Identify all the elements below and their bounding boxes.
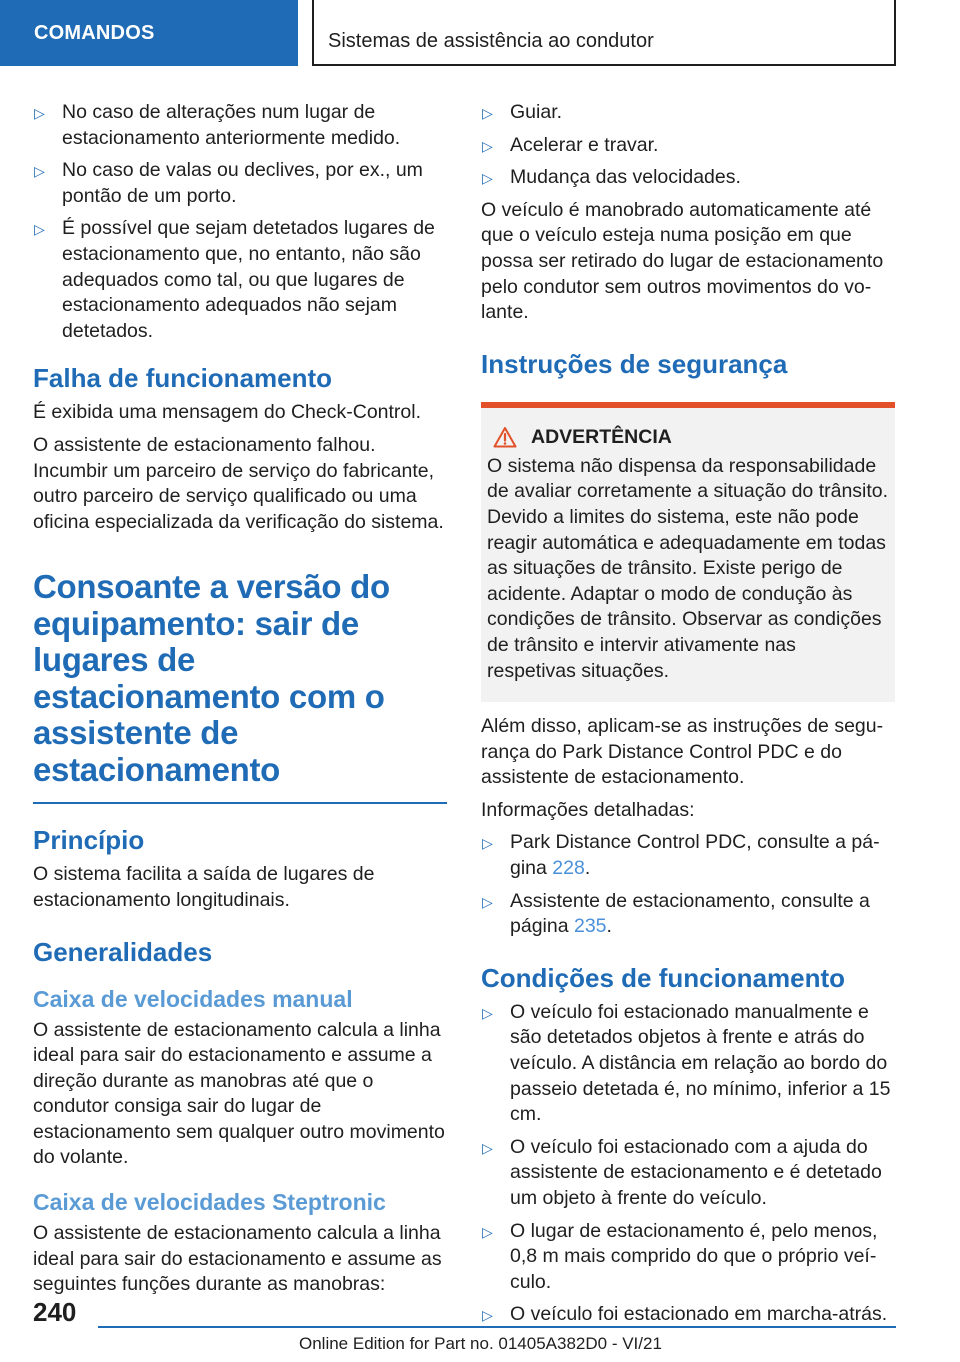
right-column bbox=[481, 100, 895, 1335]
heading-falha: Falha de funcionamento bbox=[33, 363, 333, 394]
page-link-228[interactable]: 228 bbox=[552, 857, 585, 880]
main-heading: Consoante a versão do equipamento: sair de lugares de estacionamento com o assistente de estacionamento bbox=[33, 568, 390, 788]
bullet-list bbox=[33, 100, 447, 344]
heading-principio: Princípio bbox=[33, 825, 145, 856]
reference-list bbox=[481, 830, 895, 939]
bullet-arrow-icon: ▷ bbox=[34, 163, 45, 180]
heading-seguranca: Instruções de segurança bbox=[481, 348, 788, 379]
section-tab[interactable]: COMANDOS bbox=[0, 0, 298, 66]
warning-label: ADVERTÊNCIA bbox=[531, 425, 672, 448]
list-item: ▷ Assistente de estacionamento, consulte a página 235. bbox=[482, 889, 870, 938]
list-item: ▷ É possível que sejam detetados lugares de estacionamento que, no entanto, não são adequados como tal, ou que lugares de estacionamento adequados não sejam detetados. bbox=[34, 217, 435, 342]
list-item: ▷ O lugar de estacionamento é, pelo menos, 0,8 m mais comprido do que o próprio veículo. bbox=[482, 1219, 878, 1293]
left-column bbox=[33, 100, 447, 1305]
bullet-arrow-icon: ▷ bbox=[482, 835, 493, 852]
bullet-arrow-icon: ▷ bbox=[482, 1004, 493, 1021]
subheading-steptronic: Caixa de velocidades Steptronic bbox=[33, 1189, 386, 1216]
page-link-235[interactable]: 235 bbox=[573, 915, 607, 938]
chapter-title: Sistemas de assistência ao condutor bbox=[312, 0, 896, 66]
paragraph: Além disso, aplicam-se as instruções de segurança do Park Distance Control PDC e do assistente de estacionamento. bbox=[481, 715, 884, 789]
bullet-arrow-icon: ▷ bbox=[482, 1307, 493, 1324]
list-item: ▷ O veículo foi estacionado em marcha-atrás. bbox=[481, 1302, 895, 1328]
bullet-arrow-icon: ▷ bbox=[34, 221, 45, 238]
bullet-arrow-icon: ▷ bbox=[482, 105, 493, 121]
edition-note: Online Edition for Part no. 01405A382D0 - VI/21 bbox=[299, 1334, 662, 1353]
paragraph: O sistema facilita a saída de lugares de estacionamento longitudinais. bbox=[33, 863, 375, 911]
heading-condicoes: Condições de funcionamento bbox=[481, 962, 846, 993]
list-item: ▷ Park Distance Control PDC, consulte a página 228. bbox=[482, 831, 880, 880]
list-item: ▷ No caso de alterações num lugar de estacionamento anteriormente medido. bbox=[34, 101, 401, 149]
bullet-arrow-icon: ▷ bbox=[482, 1139, 493, 1156]
list-item: ▷ O veículo foi estacionado manualmente e são detetados objetos à frente e atrás do veículo. A distância em relação ao bordo do passeio detetada é, no mínimo, inferior a 15 cm. bbox=[482, 1000, 891, 1126]
list-item: ▷ Mudança das velocidades. bbox=[481, 165, 895, 191]
list-item: ▷ O veículo foi estacionado com a ajuda do assistente de estacionamento e é detetado um objeto à frente do veículo. bbox=[482, 1135, 882, 1209]
bullet-arrow-icon: ▷ bbox=[482, 137, 493, 154]
warning-box bbox=[481, 402, 895, 702]
list-item: ▷ No caso de valas ou declives, por ex., um pontão de um porto. bbox=[34, 159, 423, 207]
subheading-manual: Caixa de velocidades manual bbox=[33, 985, 353, 1012]
bullet-list bbox=[481, 1000, 895, 1328]
paragraph: O assistente de estacionamento falhou. Incumbir um parceiro de serviço do fabricante, outro parceiro de serviço qualificado ou uma oficina especializada da verificação do sistema. bbox=[33, 433, 444, 533]
bullet-arrow-icon: ▷ bbox=[482, 893, 493, 910]
bullet-list bbox=[481, 100, 895, 191]
paragraph: O veículo é manobrado automaticamente até que o veículo esteja numa posição em que possa ser retirado do lugar de estacionamento pelo condutor sem outros movimentos do volante. bbox=[481, 198, 884, 324]
warning-triangle-icon bbox=[493, 426, 517, 448]
paragraph: Informações detalhadas: bbox=[481, 798, 695, 821]
heading-generalidades: Generalidades bbox=[33, 936, 213, 967]
page-number: 240 bbox=[33, 1297, 77, 1327]
paragraph: O assistente de estacionamento calcula a linha ideal para sair do estacionamento e assume as seguintes funções durante as manobras: bbox=[33, 1222, 442, 1296]
list-item: ▷ Acelerar e travar. bbox=[481, 133, 895, 159]
heading-divider bbox=[33, 802, 447, 804]
bullet-arrow-icon: ▷ bbox=[34, 105, 45, 121]
list-item: ▷ Guiar. bbox=[481, 100, 895, 126]
paragraph: É exibida uma mensagem do Check-Control. bbox=[33, 401, 422, 424]
warning-header bbox=[487, 424, 889, 450]
bullet-arrow-icon: ▷ bbox=[482, 1223, 493, 1240]
footer-divider bbox=[98, 1326, 896, 1328]
paragraph: O assistente de estacionamento calcula a linha ideal para sair do estacionamento e assume a direção durante as manobras até que o condutor consiga sair do lugar de estacionamento sem qualquer outro movimento do volante. bbox=[33, 1018, 445, 1169]
warning-text: O sistema não dispensa da responsabilidade de avaliar corretamente a situação do trânsito. Devido a limites do sistema, este não pode reagir automática e adequadamente em todas as situações de trânsito. Existe perigo de acidente. Adaptar o modo de condução às condições de trânsito. Observar as condições de trânsito e intervir ativamente nas respetivas situações. bbox=[487, 454, 889, 682]
bullet-arrow-icon: ▷ bbox=[482, 170, 493, 187]
